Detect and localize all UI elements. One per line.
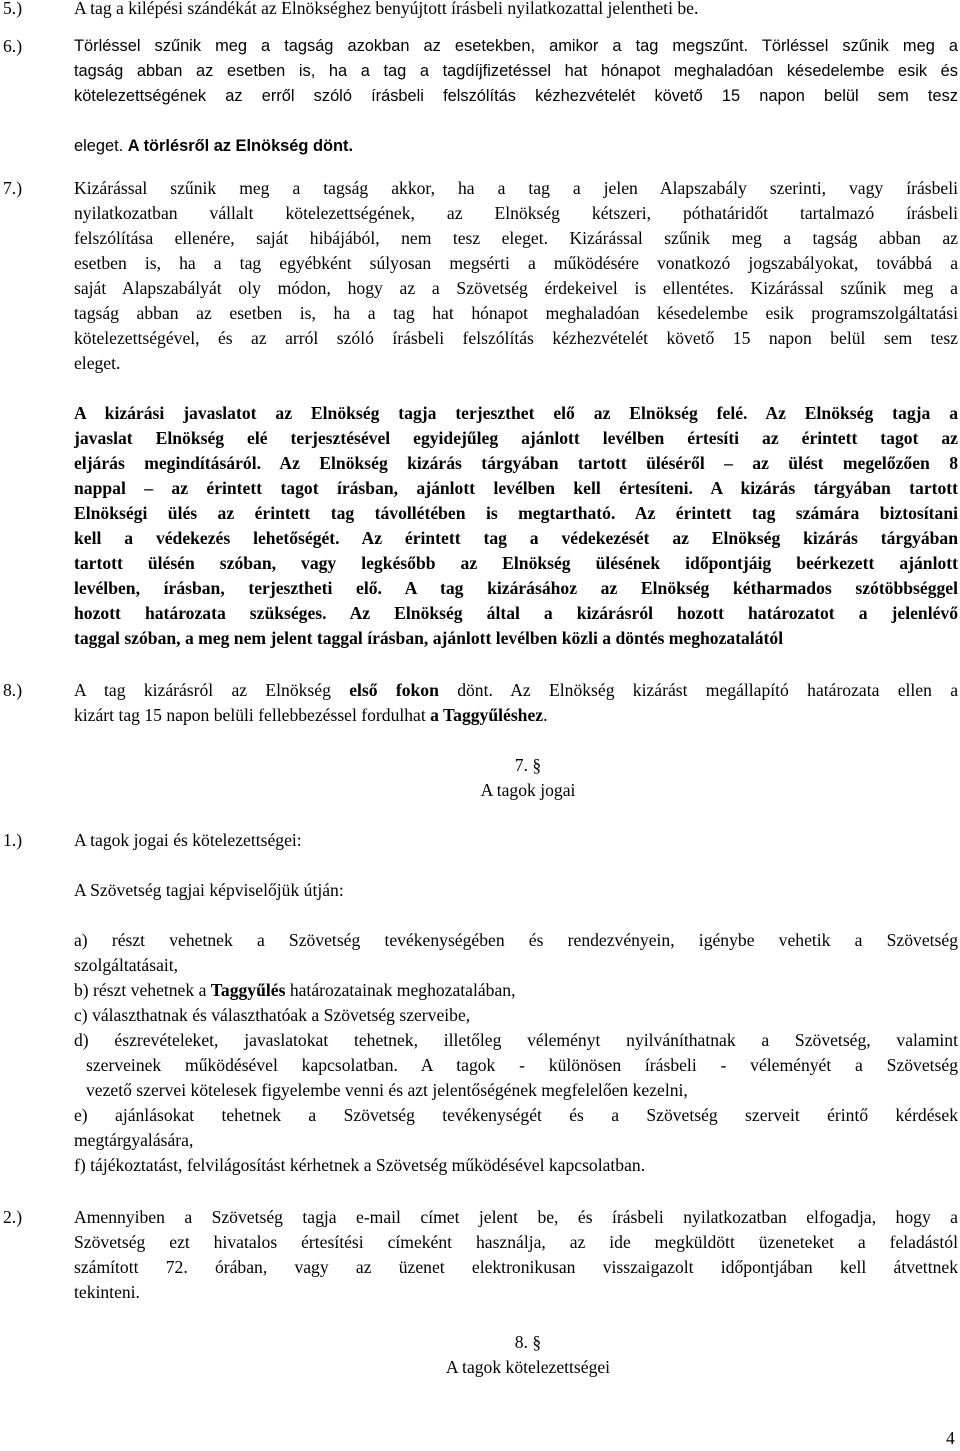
section-8-heading-number: 8. § <box>514 1332 542 1352</box>
item-7-bold-line: taggal szóban, a meg nem jelent taggal írásban, ajánlott levélben közli a döntés meghozatalától <box>74 628 784 648</box>
item-7-bold-line: A kizárási javaslatot az Elnökség tagja terjeszthet elő az Elnökség felé. Az Elnökség tagja a <box>74 403 958 423</box>
page-number: 4 <box>946 1428 955 1448</box>
rights-item-2-line: tekinteni. <box>74 1282 140 1302</box>
item-7-bold-line: Elnökségi ülés az érintett tag távollétében is megtartható. Az érintett tag számára biztosítani <box>74 503 958 523</box>
item-7-bold-line: hozott határozata szükséges. Az Elnökség által a kizárásról hozott határozatot a jelenlévő <box>74 603 958 623</box>
item-6-line: tagság abban az esetben is, ha a tag a tagdíjfizetéssel hat hónapot meghaladóan késedelembe esik és <box>74 62 958 80</box>
rights-item-1-number: 1.) <box>3 830 23 850</box>
section-7-heading-number: 7. § <box>514 755 542 775</box>
rights-list-item: megtárgyalására, <box>74 1130 194 1150</box>
item-7-line: felszólítása ellenére, saját hibájából, nem tesz eleget. Kizárással szűnik meg a tagság abban az <box>74 228 958 248</box>
rights-list-item: c) választhatnak és választhatóak a Szövetség szerveibe, <box>74 1005 471 1025</box>
item-5-text: A tag a kilépési szándékát az Elnökséghez benyújtott írásbeli nyilatkozattal jelentheti be. <box>74 0 699 18</box>
item-7-line: esetben is, ha a tag egyébként súlyosan megsérti a működésére vonatkozó jogszabályokat, továbbá a <box>74 253 958 273</box>
item-8-line: kizárt tag 15 napon belüli fellebbezéssel fordulhat a Taggyűléshez. <box>74 705 548 725</box>
rights-item-1-heading: A tagok jogai és kötelezettségei: <box>74 830 302 850</box>
rights-item-2-line: Szövetség ezt hivatalos értesítési címeként használja, az ide megküldött üzeneteket a feladástól <box>74 1232 958 1252</box>
rights-list-item: vezető szervei kötelesek figyelembe venni és azt jelentőségének megfelelően kezelni, <box>86 1080 688 1100</box>
rights-list-item: a) részt vehetnek a Szövetség tevékenységében és rendezvényein, igénybe vehetik a Szövetség <box>74 930 958 950</box>
rights-list-item: szolgáltatásait, <box>74 955 179 975</box>
item-7-bold-line: kell a védekezés lehetőségét. Az érintett tag a védekezését az Elnökség kizárás tárgyában <box>74 528 958 548</box>
rights-intro: A Szövetség tagjai képviselőjük útján: <box>74 880 344 900</box>
item-7-bold-line: nappal – az érintett tagot írásban, ajánlott levélben kell értesíteni. A kizárás tárgyában tartott <box>74 478 958 498</box>
item-6-number: 6.) <box>3 36 23 56</box>
rights-list-item: f) tájékoztatást, felvilágosítást kérhetnek a Szövetség működésével kapcsolatban. <box>74 1155 646 1175</box>
item-7-bold-line: levélben, írásban, terjesztheti elő. A tag kizárásához az Elnökség kétharmados szótöbbséggel <box>74 578 958 598</box>
section-7-heading-title: A tagok jogai <box>480 780 576 800</box>
item-8-number: 8.) <box>3 680 23 700</box>
item-7-bold-line: eljárás megindításáról. Az Elnökség kizárás tárgyában tartott üléséről – az ülést megelőzően 8 <box>74 453 958 473</box>
item-7-number: 7.) <box>3 178 23 198</box>
rights-list-item: b) részt vehetnek a Taggyűlés határozatainak meghozatalában, <box>74 980 516 1000</box>
item-8-line: A tag kizárásról az Elnökség első fokon dönt. Az Elnökség kizárást megállapító határozata ellen a <box>74 680 959 700</box>
item-7-bold-line: javaslat Elnökség elé terjesztésével egyidejűleg ajánlott levélben értesíti az érintett tagot az <box>74 428 958 448</box>
rights-list-item: e) ajánlásokat tehetnek a Szövetség tevékenységét és a Szövetség szerveit érintő kérdések <box>74 1105 958 1125</box>
rights-item-2-line: Amennyiben a Szövetség tagja e-mail címet jelent be, és írásbeli nyilatkozatban elfogadja, hogy a <box>74 1207 958 1227</box>
item-5-number: 5.) <box>3 0 23 18</box>
item-6-line <box>74 109 958 133</box>
item-7-line: saját Alapszabályát oly módon, hogy az a Szövetség érdekeivel is ellentétes. Kizárással szűnik meg a <box>74 278 958 298</box>
section-8-heading-title: A tagok kötelezettségei <box>445 1357 611 1377</box>
item-7-line: eleget. <box>74 353 121 373</box>
rights-item-2-line: számított 72. órában, vagy az üzenet elektronikusan visszaigazolt időpontjában kell átvettnek <box>74 1257 958 1277</box>
item-6-line: Törléssel szűnik meg a tagság azokban az esetekben, amikor a tag megszűnt. Törléssel szűnik meg a <box>74 37 958 55</box>
item-7-line: kötelezettségével, és az arról szóló írásbeli felszólítás kézhezvételét követő 15 napon belül sem tesz <box>74 328 958 348</box>
item-6-line: kötelezettségének az erről szóló írásbeli felszólítás kézhezvételét követő 15 napon belül sem tesz <box>74 87 958 105</box>
rights-list-item: szerveinek működésével kapcsolatban. A tagok - különösen írásbeli - véleményét a Szövetség <box>86 1055 958 1075</box>
rights-list-item: d) észrevételeket, javaslatokat tehetnek, illetőleg véleményt nyilváníthatnak a Szövetség, valamint <box>74 1030 958 1050</box>
item-7-line: nyilatkozatban vállalt kötelezettségének, az Elnökség kétszeri, póthatáridőt tartalmazó írásbeli <box>74 203 958 223</box>
rights-item-2-number: 2.) <box>3 1207 23 1227</box>
item-7-bold-line: tartott ülésén szóban, vagy legkésőbb az Elnökség ülésének időpontjáig beérkezett ajánlott <box>74 553 958 573</box>
item-7-line: Kizárással szűnik meg a tagság akkor, ha a tag a jelen Alapszabály szerinti, vagy írásbeli <box>74 178 958 198</box>
item-6-line: eleget. A törlésről az Elnökség dönt. <box>74 137 354 155</box>
item-7-line: tagság abban az esetben is, ha a tag hat hónapot meghaladóan késedelembe esik programszolgáltatási <box>74 303 958 323</box>
